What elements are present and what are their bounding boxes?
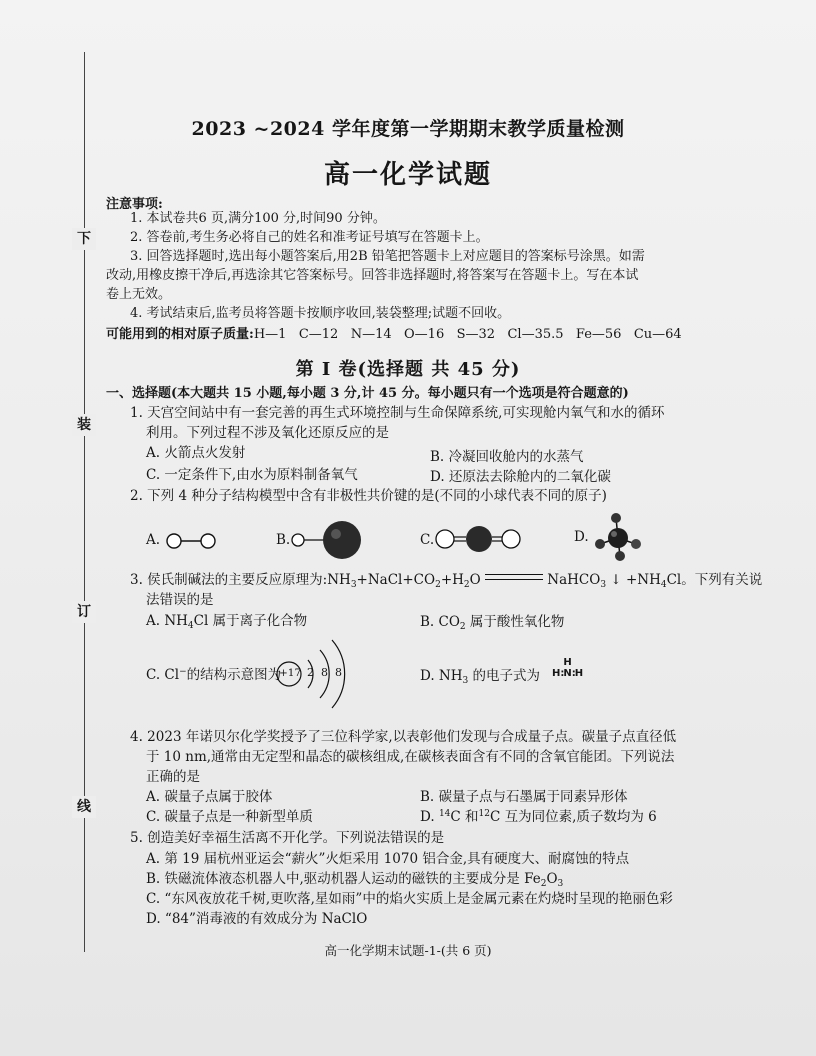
q3-option-c: C. Cl−的结构示意图为 [146, 667, 282, 683]
q3-option-b: B. $CO_2$ 属于酸性氧化物 [420, 614, 565, 632]
chloride-shell-electrons: 2 8 8 [307, 666, 342, 679]
q2-option-d-label: D. [574, 529, 589, 545]
q2-option-b-label: B. [276, 532, 291, 548]
q1-stem-line-1: 1. 天宫空间站中有一套完善的再生式环境控制与生命保障系统,可实现舱内氧气和水的循环 [130, 405, 665, 421]
q2-stem: 2. 下列 4 种分子结构模型中含有非极性共价键的是(不同的小球代表不同的原子) [130, 488, 607, 504]
q1-option-a: A. 火箭点火发射 [146, 445, 246, 461]
q3-option-b-post: 属于酸性氧化物 [465, 614, 565, 630]
subject-title: 高一化学试题 [323, 160, 492, 190]
atomic-masses-values: H—1 C—12 N—14 O—16 S—32 Cl—35.5 Fe—56 Cu—64 [253, 327, 682, 342]
q3-option-d-pre: D. NH [420, 668, 463, 684]
q4-option-d: D. $^{14}$C 和$^{12}$C 互为同位素,质子数均为 6 [420, 809, 657, 825]
binding-char-xia: 下 [72, 228, 96, 250]
q3-option-a-pre: A. NH [146, 613, 188, 629]
notice-item-3-line-1: 3. 回答选择题时,选出每小题答案后,用2B 铅笔把答题卡上对应题目的答案标号涂黑。如需 [130, 249, 645, 264]
q5-option-b-pre: B. 铁磁流体液态机器人中,驱动机器人运动的磁铁的主要成分是 Fe [146, 871, 541, 887]
notice-item-1: 1. 本试卷共6 页,满分100 分,时间90 分钟。 [130, 211, 386, 226]
chloride-nucleus-label: +17 [279, 667, 302, 679]
q5-stem: 5. 创造美好幸福生活离不开化学。下列说法错误的是 [130, 830, 445, 846]
q3-stem-line-2: 法错误的是 [146, 592, 214, 608]
atomic-masses [106, 326, 682, 344]
binding-char-zhuang: 装 [72, 414, 96, 436]
q3-stem-text-end: Cl。下列有关说 [666, 572, 763, 588]
q1-option-b: B. 冷凝回收舱内的水蒸气 [430, 449, 584, 465]
q5-option-d: D. “84”消毒液的有效成分为 NaClO [146, 911, 368, 927]
section-intro: 一、选择题(本大题共 15 小题,每小题 3 分,计 45 分。每小题只有一个选项是符合题意的) [106, 386, 629, 401]
q4-stem-line-1: 4. 2023 年诺贝尔化学奖授予了三位科学家,以表彰他们发现与合成量子点。碳量子点直径低 [130, 729, 677, 745]
q4-stem-line-2: 于 10 nm,通常由无定型和晶态的碳核组成,在碳核表面含有不同的含氧官能团。下列说法 [146, 749, 675, 765]
q5-option-b: B. 铁磁流体液态机器人中,驱动机器人运动的磁铁的主要成分是 $Fe_2O_3$ [146, 871, 564, 889]
notice-item-3-line-3: 卷上无效。 [106, 287, 172, 302]
section-title: 第 Ⅰ 卷(选择题 共 45 分) [295, 359, 521, 380]
q2-model-d [592, 512, 648, 562]
q3-option-a: A. $NH_4Cl$ 属于离子化合物 [146, 613, 308, 631]
exam-title: 2023 ~2024 学年度第一学期期末教学质量检测 [191, 118, 625, 140]
q1-option-d: D. 还原法去除舱内的二氧化碳 [430, 469, 611, 485]
q2-model-b [292, 520, 382, 564]
q3-option-d: D. $NH_3$ 的电子式为 [420, 668, 541, 686]
q4-option-d-mid: C 和 [450, 809, 479, 825]
q3-option-d-post: 的电子式为 [468, 668, 541, 684]
q1-option-c: C. 一定条件下,由水为原料制备氧气 [146, 467, 358, 483]
notice-item-4: 4. 考试结束后,监考员将答题卡按顺序收回,装袋整理;试题不回收。 [130, 306, 511, 321]
q3-option-b-pre: B. CO [420, 614, 460, 630]
q2-model-c [436, 524, 526, 558]
q2-option-a-label: A. [146, 532, 161, 548]
q4-option-b: B. 碳量子点与石墨属于同素异形体 [420, 789, 628, 805]
q3-stem-line-1: 3. 侯氏制碱法的主要反应原理为$:NH_3+NaCl+CO_2+H_2O$ NaHCO$_3$ ↓ $+NH_4Cl$。下列有关说 [130, 572, 763, 590]
q5-option-a: A. 第 19 届杭州亚运会“薪火”火炬采用 1070 铝合金,具有硬度大、耐腐蚀的特点 [146, 851, 630, 867]
binding-char-ding: 订 [72, 601, 96, 623]
q2-model-a [166, 530, 226, 554]
q3-option-c-post: 的结构示意图为 [186, 667, 282, 683]
atomic-masses-label: 可能用到的相对原子质量: [106, 327, 254, 342]
q3-option-a-post: Cl 属于离子化合物 [193, 613, 308, 629]
q5-option-c: C. “东风夜放花千树,更吹落,星如雨”中的焰火实质上是金属元素在灼烧时呈现的艳丽色彩 [146, 891, 673, 907]
q4-option-c: C. 碳量子点是一种新型单质 [146, 809, 313, 825]
q4-stem-line-3: 正确的是 [146, 769, 200, 785]
q4-option-d-post: C 互为同位素,质子数均为 6 [489, 809, 657, 825]
notice-item-3-line-2: 改动,用橡皮擦干净后,再选涂其它答案标号。回答非选择题时,将答案写在答题卡上。写在本试 [106, 268, 639, 283]
binding-char-xian: 线 [72, 796, 96, 818]
page-footer: 高一化学期末试题-1-(共 6 页) [324, 943, 492, 958]
q1-stem-line-2: 利用。下列过程不涉及氧化还原反应的是 [146, 425, 389, 441]
q4-option-d-pre: D. [420, 809, 435, 825]
q2-option-c-label: C. [420, 532, 435, 548]
equals-sign [485, 574, 543, 580]
notice-heading: 注意事项: [106, 197, 163, 212]
nh3-electron-dot: H H:N:H [552, 657, 584, 679]
q3-stem-text: 3. 侯氏制碱法的主要反应原理为:NH [130, 572, 351, 588]
notice-item-2: 2. 答卷前,考生务必将自己的姓名和准考证号填写在答题卡上。 [130, 230, 489, 245]
q3-option-c-pre: C. Cl [146, 667, 180, 683]
q4-option-a: A. 碳量子点属于胶体 [146, 789, 273, 805]
